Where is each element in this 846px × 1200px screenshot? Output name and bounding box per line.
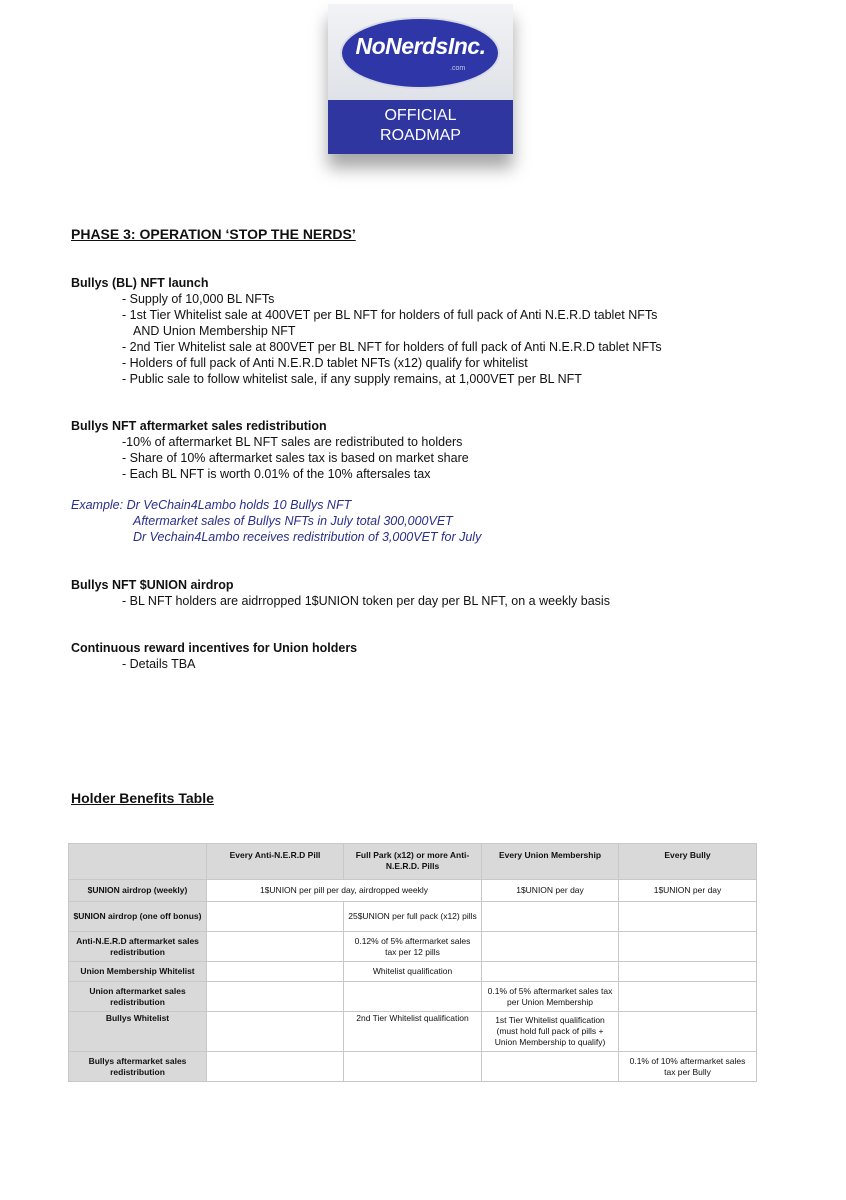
launch-bullet: - 1st Tier Whitelist sale at 400VET per BL NFT for holders of full pack of Anti N.E.R.D tablet NFTs [122, 308, 658, 322]
table-row [69, 880, 757, 902]
table-title: Holder Benefits Table [71, 790, 214, 806]
launch-bullet: - Holders of full pack of Anti N.E.R.D tablet NFTs (x12) qualify for whitelist [122, 356, 528, 370]
table-header-cell: Full Park (x12) or more Anti-N.E.R.D. Pills [344, 844, 482, 880]
launch-bullet-continued: AND Union Membership NFT [133, 324, 296, 338]
table-cell: 1$UNION per pill per day, airdropped weekly [207, 880, 482, 902]
table-cell: 1$UNION per day [619, 880, 757, 902]
logo-roadmap-text: ROADMAP [380, 127, 461, 144]
table-cell [482, 932, 619, 962]
redistribution-bullet: - Share of 10% aftermarket sales tax is based on market share [122, 451, 469, 465]
row-label: Anti-N.E.R.D aftermarket sales redistribution [69, 932, 207, 962]
logo-banner [328, 100, 513, 154]
table-cell [344, 1052, 482, 1082]
row-label: $UNION airdrop (one off bonus) [69, 902, 207, 932]
table-cell [619, 982, 757, 1012]
table-row [69, 962, 757, 982]
table-cell [207, 932, 344, 962]
table-row [69, 982, 757, 1012]
incentives-bullet: - Details TBA [122, 657, 196, 671]
airdrop-title: Bullys NFT $UNION airdrop [71, 578, 234, 592]
table-cell: 0.1% of 5% aftermarket sales tax per Union Membership [482, 982, 619, 1012]
table-row [69, 932, 757, 962]
table-cell: 1$UNION per day [482, 880, 619, 902]
airdrop-bullet: - BL NFT holders are aidrropped 1$UNION token per day per BL NFT, on a weekly basis [122, 594, 610, 608]
row-label: Union Membership Whitelist [69, 962, 207, 982]
table-row [69, 1012, 757, 1052]
table-cell [207, 982, 344, 1012]
table-cell: Whitelist qualification [344, 962, 482, 982]
table-cell [619, 932, 757, 962]
redistribution-title: Bullys NFT aftermarket sales redistribution [71, 419, 327, 433]
example-line: Aftermarket sales of Bullys NFTs in July total 300,000VET [133, 514, 453, 528]
table-cell [619, 962, 757, 982]
table-cell: 2nd Tier Whitelist qualification [344, 1012, 482, 1052]
table-cell: 0.1% of 10% aftermarket sales tax per Bully [619, 1052, 757, 1082]
incentives-title: Continuous reward incentives for Union holders [71, 641, 358, 655]
table-header-cell [69, 844, 207, 880]
table-cell [619, 902, 757, 932]
holder-benefits-table [68, 843, 757, 1082]
launch-title: Bullys (BL) NFT launch [71, 276, 209, 290]
launch-bullet: - 2nd Tier Whitelist sale at 800VET per BL NFT for holders of full pack of Anti N.E.R.D tablet NFTs [122, 340, 662, 354]
table-cell: 25$UNION per full pack (x12) pills [344, 902, 482, 932]
table-row [69, 1052, 757, 1082]
phase-title: PHASE 3: OPERATION ‘STOP THE NERDS’ [71, 226, 356, 242]
table-row [69, 902, 757, 932]
redistribution-bullet: -10% of aftermarket BL NFT sales are redistributed to holders [122, 435, 463, 449]
logo-company-name: NoNerdsInc. [355, 33, 486, 59]
table-cell [482, 902, 619, 932]
logo-official-text: OFFICIAL [384, 107, 457, 124]
launch-bullet: - Supply of 10,000 BL NFTs [122, 292, 275, 306]
table-cell [482, 962, 619, 982]
redistribution-bullet: - Each BL NFT is worth 0.01% of the 10% aftersales tax [122, 467, 431, 481]
example-line: Dr Vechain4Lambo receives redistribution of 3,000VET for July [133, 530, 482, 544]
launch-bullet: - Public sale to follow whitelist sale, if any supply remains, at 1,000VET per BL NFT [122, 372, 582, 386]
table-cell [482, 1052, 619, 1082]
logo-top-panel [328, 4, 513, 100]
example-line: Example: Dr VeChain4Lambo holds 10 Bullys NFT [71, 498, 352, 512]
table-cell [344, 982, 482, 1012]
table-cell [207, 962, 344, 982]
table-header-cell: Every Bully [619, 844, 757, 880]
table-cell [619, 1012, 757, 1052]
table-cell: 1st Tier Whitelist qualification (must hold full pack of pills + Union Membership to qualify) [482, 1012, 619, 1052]
roadmap-logo [328, 4, 513, 154]
row-label: Bullys Whitelist [69, 1012, 207, 1052]
table-cell [207, 902, 344, 932]
table-cell: 0.12% of 5% aftermarket sales tax per 12 pills [344, 932, 482, 962]
logo-domain: .com [450, 65, 466, 72]
row-label: $UNION airdrop (weekly) [69, 880, 207, 902]
table-cell [207, 1012, 344, 1052]
table-header-cell: Every Union Membership [482, 844, 619, 880]
table-cell [207, 1052, 344, 1082]
table-header-cell: Every Anti-N.E.R.D Pill [207, 844, 344, 880]
table-header-row [69, 844, 757, 880]
row-label: Bullys aftermarket sales redistribution [69, 1052, 207, 1082]
row-label: Union aftermarket sales redistribution [69, 982, 207, 1012]
